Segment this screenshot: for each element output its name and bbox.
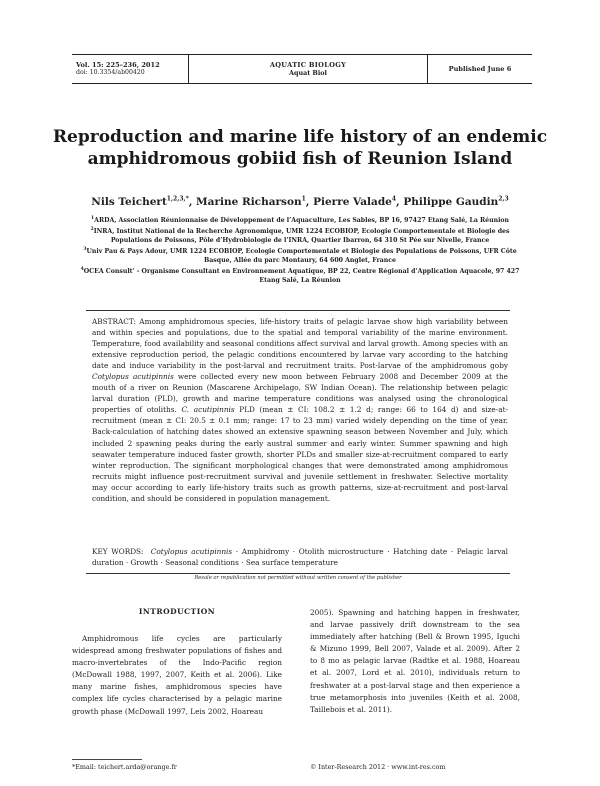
header-date-cell [428,55,532,83]
header-volume-cell [72,55,189,83]
affiliation: $^1$ARDA, Association Réunionnaise de Développement de l’Aquaculture, Les Sables, BP 16, 97427 Etang Salé, La Réunion [90,216,510,225]
species-name: Cotylopus acutipinnis [92,372,174,382]
copyright: © Inter-Research 2012 · www.int-res.com [310,763,446,771]
section-heading-introduction: INTRODUCTION [138,607,216,616]
affiliations [72,214,528,285]
keywords: KEY WORDS: Cotylopus acutipinnis · Amphidromy · Otolith microstructure · Hatching date · Pelagic larval duration · Growth · Seasonal conditions · Sea surface temperature [92,547,509,568]
species-name: C. acutipinnis [181,405,235,415]
journal-name: AQUATIC BIOLOGY [269,61,347,69]
journal-abbreviation: Aquat Biol [289,69,327,77]
resale-notice: Resale or republication not permitted without written consent of the publisher [194,575,402,581]
abstract-label: ABSTRACT: [92,317,136,326]
introduction-paragraph-continued: 2005). Spawning and hatching happen in freshwater, and larvae passively drift downstream to the sea immediately after hatching (Bell & Brown 1995, Iguchi & Mizuno 1999, Bell 2007, Valade et al. 2009). After 2 to 8 mo as pelagic larvae (Radtke et al. 1988, Hoareau et al. 2007, Lord et al. 2010), individuals return to freshwater at a post-larval stage and then experience a true metamorphosis into juveniles (Keith et al. 2008, Taillebois et al. 2011). [310,608,520,714]
journal-header [72,54,532,84]
author: Pierre Valade$^4$, [313,195,404,208]
body-column-right [310,607,520,716]
keywords-label: KEY WORDS: [92,547,144,556]
keyword-species: Cotylopus acutipinnis [150,547,233,556]
volume-info: Vol. 15: 225–236, 2012 [76,61,160,69]
author: Philippe Gaudin$^{2,3}$ [403,195,509,208]
author-list [40,192,560,209]
header-journal-cell [189,55,428,83]
doi[interactable]: doi: 10.3354/ab00420 [76,69,145,76]
abstract: ABSTRACT: Among amphidromous species, life-history traits of pelagic larvae show high variability between and within species and populations, due to the spatial and temporal variability of the marine environment. Temperature, food availability and seasonal conditions affect survival and larval growth. Among species with an extensive reproduction period, the pelagic conditions encountered by larvae vary according to the hatching date and induce variability in the post-larval and recruitment traits. Post-larvae of the amphidromous goby Cotylopus acutipinnis were collected every new moon between February 2008 and December 2009 at the mouth of a river on Reunion (Mascarene Archipelago, SW Indian Ocean). The relationship between pelagic larval duration (PLD), growth and marine temperature conditions was analysed using the chronological properties of otoliths. C. acutipinnis PLD (mean ± CI: 108.2 ± 1.2 d; range: 66 to 164 d) and size-at-recruitment (mean ± CI: 20.5 ± 0.1 mm; range: 17 to 23 mm) varied widely depending on the time of year. Back-calculation of hatching dates showed an extensive spawning season between November and July, which included 2 spawning peaks during the early austral summer and early winter. Summer spawning and high seawater temperature induced faster growth, shorter PLDs and smaller size-at-recruitment compared to early winter reproduction. The significant morphological changes that were demonstrated among amphidromous recruits might influence post-recruitment survival and juvenile settlement in freshwater. Selective mortality may occur according to early life-history traits such as growth patterns, size-at-recruitment and post-larval condition, and should be considered in population management. [92,317,508,503]
footnote-rule [72,759,142,760]
corresponding-email[interactable]: *Email: teichert.arda@orange.fr [72,763,177,771]
body-column-left [72,607,282,718]
affiliation: $^4$OCEA Consult’ - Organisme Consultant en Environnement Aquatique, BP 22, Centre Régional d’Application Aquacole, 97 427 Etang Salé, La Réunion [80,267,520,285]
author: Nils Teichert$^{1,2,3,*}$, [91,195,197,208]
author: Marine Richarson$^1$, [196,195,314,208]
published-date: Published June 6 [448,65,512,73]
affiliation: $^2$INRA, Institut National de la Recherche Agronomique, UMR 1224 ECOBIOP, Ecologie Comportementale et Biologie des Populations de Poissons, Pôle d’Hydrobiologie de l’INRA, Quartier Ibarron, 64 310 St Pée sur Nivelle, France [90,227,510,245]
paper-title: Reproduction and marine life history of an endemic amphidromous gobiid fish of Reunion Island [52,127,548,169]
affiliation: $^3$Univ Pau & Pays Adour, UMR 1224 ECOBIOP, Ecologie Comportementale et Biologie des Populations de Poissons, UFR Côte Basque, Allée du parc Montaury, 64 600 Anglet, France [83,247,517,265]
introduction-paragraph: Amphidromous life cycles are particularly widespread among freshwater populations of fishes and macro-invertebrates of the Indo-Pacific region (McDowall 1988, 1997, 2007, Keith et al. 2006). Like many marine fishes, amphidromous species have complex life cycles characterised by a pelagic marine growth phase (McDowall 1997, Leis 2002, Hoareau [72,634,282,716]
